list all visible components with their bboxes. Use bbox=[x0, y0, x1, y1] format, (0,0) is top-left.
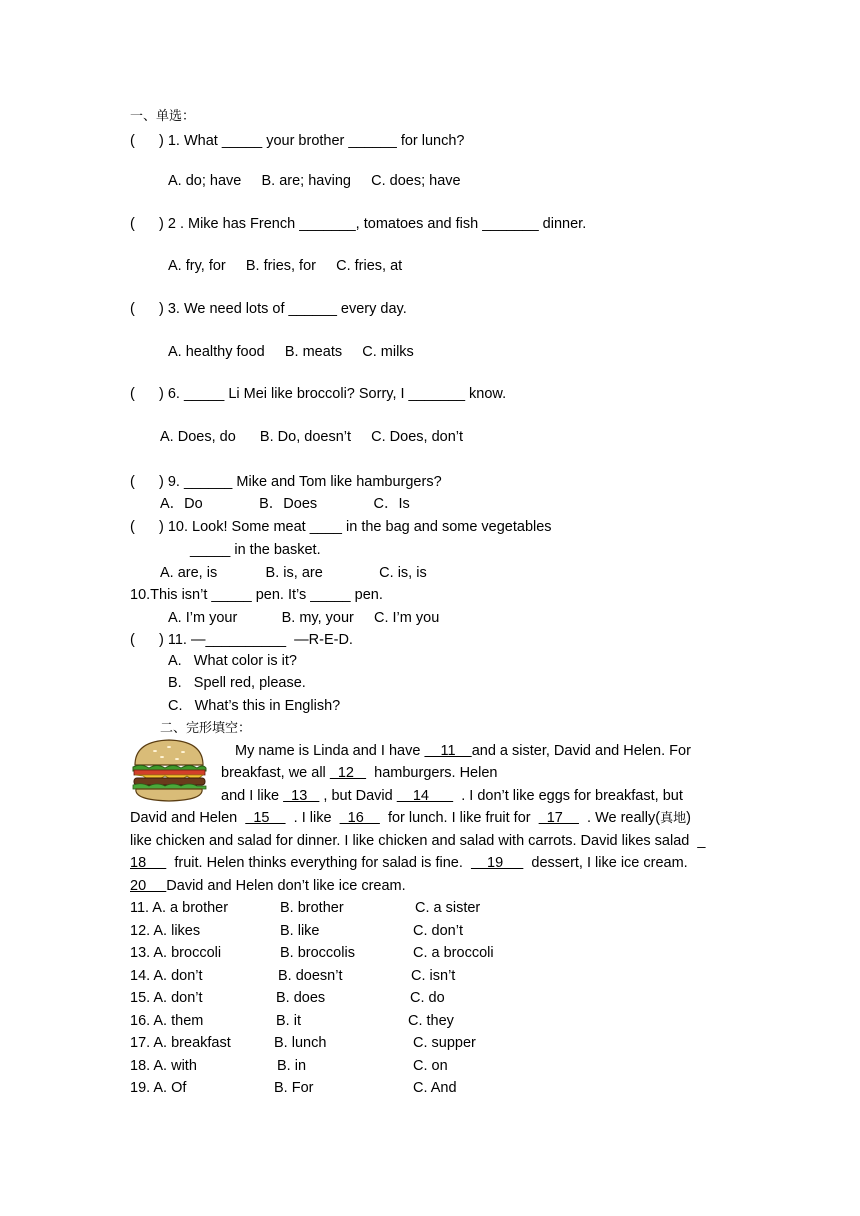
option-a: 17. A. breakfast bbox=[130, 1035, 231, 1051]
cloze-text: dessert, I like ice cream. bbox=[523, 855, 688, 871]
question-9-stem: ( ) 9. ______ Mike and Tom like hamburgers? bbox=[130, 474, 442, 490]
question-1-options: A. do; have B. are; having C. does; have bbox=[168, 173, 461, 189]
blank-17: 17 bbox=[538, 810, 579, 826]
question-6-options: A. Does, do B. Do, doesn’t C. Does, don’t bbox=[160, 429, 464, 445]
cloze-text: , but David bbox=[319, 788, 397, 804]
question-11-option-b: B. Spell red, please. bbox=[168, 675, 306, 691]
option-b: B. it bbox=[276, 1013, 301, 1029]
question-2-stem: ( ) 2 . Mike has French _______, tomatoes and fish _______ dinner. bbox=[130, 216, 587, 232]
cloze-text: and I like bbox=[221, 788, 284, 804]
blank-16: 16 bbox=[339, 810, 380, 826]
cloze-text: David and Helen bbox=[130, 810, 246, 826]
cloze-text: hamburgers. Helen bbox=[366, 765, 498, 781]
option-a: 19. A. Of bbox=[130, 1080, 187, 1096]
option-c: C. a sister bbox=[415, 900, 481, 916]
blank-14: 14 bbox=[396, 788, 454, 804]
option-b: B. like bbox=[280, 923, 320, 939]
cloze-line-1 bbox=[235, 742, 691, 760]
cloze-gloss: 真地 bbox=[660, 811, 687, 826]
cloze-line-6 bbox=[130, 854, 688, 872]
option-c: C. they bbox=[408, 1013, 454, 1029]
option-c: C. don’t bbox=[413, 923, 463, 939]
section2-title: 二、完形填空： bbox=[160, 721, 252, 736]
blank-13: 13 bbox=[283, 788, 320, 804]
question-6-stem: ( ) 6. _____ Li Mei like broccoli? Sorry, I _______ know. bbox=[130, 386, 507, 402]
option-b: B. doesn’t bbox=[278, 968, 343, 984]
blank-15: 15 bbox=[245, 810, 286, 826]
cloze-text: . I don’t like eggs for breakfast, but bbox=[453, 788, 683, 804]
cloze-text: ) bbox=[686, 810, 691, 826]
question-10b-stem: 10.This isn’t _____ pen. It’s _____ pen. bbox=[130, 587, 383, 603]
blank-19: 19 bbox=[470, 855, 524, 871]
cloze-line-5: like chicken and salad for dinner. I like chicken and salad with carrots. David likes salad _ bbox=[130, 833, 706, 849]
cloze-text: David and Helen don’t like ice cream. bbox=[166, 878, 406, 894]
cloze-line-3 bbox=[221, 787, 683, 805]
blank-18: 18 bbox=[130, 855, 167, 871]
option-c: C. And bbox=[413, 1080, 457, 1096]
hamburger-illustration bbox=[129, 737, 209, 803]
cloze-text: . We really( bbox=[578, 810, 661, 826]
question-3-stem: ( ) 3. We need lots of ______ every day. bbox=[130, 301, 407, 317]
question-3-options: A. healthy food B. meats C. milks bbox=[168, 344, 414, 360]
option-c: C. supper bbox=[413, 1035, 476, 1051]
question-1-stem: ( ) 1. What _____ your brother ______ for lunch? bbox=[130, 133, 465, 149]
option-b: B. does bbox=[276, 990, 326, 1006]
option-a: 12. A. likes bbox=[130, 923, 201, 939]
cloze-text: My name is Linda and I have bbox=[235, 743, 425, 759]
section1-title: 一、单选： bbox=[130, 109, 196, 124]
option-a: 15. A. don’t bbox=[130, 990, 203, 1006]
question-10b-options: A. I’m your B. my, your C. I’m you bbox=[168, 610, 440, 626]
option-c: C. on bbox=[413, 1058, 448, 1074]
question-11-stem: ( ) 11. —__________ —R-E-D. bbox=[130, 632, 353, 648]
option-b: B. brother bbox=[280, 900, 344, 916]
question-2-options: A. fry, for B. fries, for C. fries, at bbox=[168, 258, 403, 274]
cloze-text: for lunch. I like fruit for bbox=[379, 810, 539, 826]
question-11-option-a: A. What color is it? bbox=[168, 653, 297, 669]
option-c: C. do bbox=[410, 990, 445, 1006]
option-a: 13. A. broccoli bbox=[130, 945, 222, 961]
blank-20: 20 bbox=[130, 878, 167, 894]
cloze-line-4 bbox=[130, 809, 691, 828]
blank-11: 11 bbox=[424, 743, 472, 759]
cloze-text: fruit. Helen thinks everything for salad is fine. bbox=[166, 855, 471, 871]
question-10-stem-continued: _____ in the basket. bbox=[190, 542, 321, 558]
option-b: B. in bbox=[277, 1058, 307, 1074]
cloze-option-row bbox=[130, 899, 228, 917]
cloze-line-7 bbox=[130, 877, 406, 895]
question-10-options: A. are, is B. is, are C. is, is bbox=[160, 565, 427, 581]
option-a: 18. A. with bbox=[130, 1058, 197, 1074]
option-a: 16. A. them bbox=[130, 1013, 204, 1029]
option-a: 11. A. a brother bbox=[130, 900, 229, 916]
cloze-text: . I like bbox=[285, 810, 340, 826]
option-b: B. lunch bbox=[274, 1035, 327, 1051]
option-c: C. isn’t bbox=[411, 968, 456, 984]
cloze-text: and a sister, David and Helen. For bbox=[471, 743, 691, 759]
option-a: 14. A. don’t bbox=[130, 968, 203, 984]
cloze-line-2 bbox=[221, 764, 497, 782]
question-9-options: A．Do B．Does C．Is bbox=[160, 496, 410, 512]
question-11-option-c: C. What’s this in English? bbox=[168, 698, 341, 714]
option-b: B. broccolis bbox=[280, 945, 355, 961]
question-10-stem: ( ) 10. Look! Some meat ____ in the bag and some vegetables bbox=[130, 519, 552, 535]
cloze-text: breakfast, we all bbox=[221, 765, 330, 781]
blank-12: 12 bbox=[329, 765, 367, 781]
option-b: B. For bbox=[274, 1080, 314, 1096]
option-c: C. a broccoli bbox=[413, 945, 494, 961]
